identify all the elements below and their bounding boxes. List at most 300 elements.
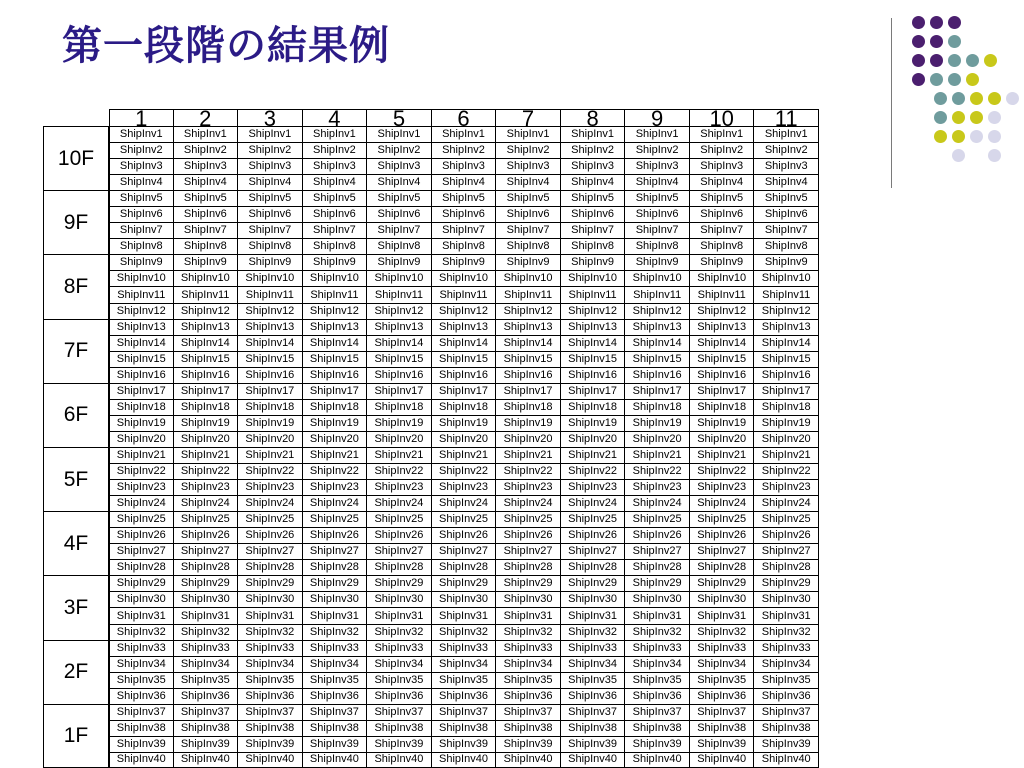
table-cell: ShipInv30 [109,591,174,607]
column-header: 3 [238,109,303,126]
table-cell: ShipInv30 [367,591,432,607]
table-cell: ShipInv6 [496,206,561,222]
table-cell: ShipInv39 [561,736,626,752]
decorative-dot [912,16,925,29]
table-cell: ShipInv7 [690,222,755,238]
table-cell: ShipInv7 [367,222,432,238]
decorative-dot [948,54,961,67]
table-cell: ShipInv9 [303,254,368,270]
table-cell: ShipInv31 [432,607,497,623]
column-header: 2 [174,109,239,126]
table-cell: ShipInv30 [303,591,368,607]
table-cell: ShipInv4 [496,174,561,190]
table-cell: ShipInv11 [109,286,174,302]
decorative-dot [912,35,925,48]
decorative-dot [948,16,961,29]
table-cell: ShipInv22 [496,463,561,479]
table-cell: ShipInv25 [496,511,561,527]
table-cell: ShipInv7 [174,222,239,238]
table-cell: ShipInv24 [496,495,561,511]
table-cell: ShipInv10 [303,270,368,286]
table-cell: ShipInv13 [432,319,497,335]
table-cell: ShipInv36 [561,688,626,704]
decorative-dot [948,35,961,48]
table-cell: ShipInv35 [625,672,690,688]
table-cell: ShipInv23 [432,479,497,495]
table-cell: ShipInv1 [174,126,239,142]
decorative-dot [912,73,925,86]
floor-label: 1F [43,704,109,768]
table-cell: ShipInv15 [625,351,690,367]
table-cell: ShipInv16 [432,367,497,383]
decorative-dot [948,73,961,86]
table-cell: ShipInv31 [754,607,819,623]
table-cell: ShipInv40 [238,752,303,768]
table-cell: ShipInv14 [561,335,626,351]
table-cell: ShipInv32 [754,624,819,640]
table-cell: ShipInv26 [496,527,561,543]
table-cell: ShipInv8 [690,238,755,254]
table-cell: ShipInv37 [367,704,432,720]
table-cell: ShipInv22 [432,463,497,479]
table-cell: ShipInv34 [174,656,239,672]
table-cell: ShipInv34 [625,656,690,672]
table-cell: ShipInv20 [754,431,819,447]
table-cell: ShipInv5 [561,190,626,206]
table-cell: ShipInv14 [367,335,432,351]
table-cell: ShipInv10 [238,270,303,286]
decorative-dot [952,92,965,105]
floor-label: 5F [43,447,109,511]
table-cell: ShipInv6 [367,206,432,222]
table-cell: ShipInv39 [496,736,561,752]
table-cell: ShipInv14 [625,335,690,351]
table-cell: ShipInv7 [561,222,626,238]
decorative-dot [912,54,925,67]
table-cell: ShipInv26 [303,527,368,543]
table-cell: ShipInv18 [690,399,755,415]
table-cell: ShipInv10 [109,270,174,286]
table-cell: ShipInv3 [432,158,497,174]
table-cell: ShipInv40 [432,752,497,768]
table-cell: ShipInv27 [561,543,626,559]
table-cell: ShipInv9 [238,254,303,270]
table-cell: ShipInv2 [690,142,755,158]
table-cell: ShipInv21 [625,447,690,463]
table-cell: ShipInv25 [109,511,174,527]
table-cell: ShipInv29 [496,575,561,591]
table-cell: ShipInv40 [303,752,368,768]
table-cell: ShipInv27 [690,543,755,559]
table-cell: ShipInv20 [690,431,755,447]
table-cell: ShipInv25 [238,511,303,527]
table-cell: ShipInv23 [561,479,626,495]
table-cell: ShipInv18 [303,399,368,415]
table-cell: ShipInv8 [303,238,368,254]
table-cell: ShipInv11 [754,286,819,302]
table-cell: ShipInv36 [303,688,368,704]
decorative-dot [952,149,965,162]
table-cell: ShipInv24 [109,495,174,511]
table-cell: ShipInv27 [496,543,561,559]
table-cell: ShipInv26 [238,527,303,543]
table-cell: ShipInv1 [432,126,497,142]
table-cell: ShipInv1 [303,126,368,142]
page-title: 第一段階の結果例 [62,23,390,69]
table-cell: ShipInv18 [754,399,819,415]
table-cell: ShipInv8 [367,238,432,254]
table-cell: ShipInv22 [303,463,368,479]
table-cell: ShipInv27 [432,543,497,559]
decorative-dot [970,92,983,105]
table-cell: ShipInv21 [303,447,368,463]
table-cell: ShipInv17 [754,383,819,399]
table-cell: ShipInv16 [625,367,690,383]
table-cell: ShipInv19 [754,415,819,431]
table-cell: ShipInv21 [561,447,626,463]
table-cell: ShipInv9 [109,254,174,270]
table-cell: ShipInv22 [238,463,303,479]
table-cell: ShipInv32 [432,624,497,640]
table-cell: ShipInv29 [432,575,497,591]
table-cell: ShipInv28 [109,559,174,575]
table-cell: ShipInv28 [561,559,626,575]
table-cell: ShipInv32 [174,624,239,640]
table-cell: ShipInv35 [174,672,239,688]
table-cell: ShipInv1 [367,126,432,142]
table-cell: ShipInv10 [174,270,239,286]
table-cell: ShipInv5 [496,190,561,206]
table-cell: ShipInv38 [561,720,626,736]
table-cell: ShipInv15 [367,351,432,367]
table-cell: ShipInv23 [109,479,174,495]
table-cell: ShipInv18 [367,399,432,415]
decorative-dot [966,54,979,67]
table-cell: ShipInv37 [174,704,239,720]
table-cell: ShipInv17 [432,383,497,399]
table-cell: ShipInv33 [303,640,368,656]
table-cell: ShipInv40 [109,752,174,768]
table-cell: ShipInv15 [690,351,755,367]
table-cell: ShipInv22 [754,463,819,479]
table-cell: ShipInv40 [174,752,239,768]
decorative-dot [988,149,1001,162]
table-cell: ShipInv16 [367,367,432,383]
table-cell: ShipInv24 [238,495,303,511]
table-cell: ShipInv17 [367,383,432,399]
table-cell: ShipInv1 [496,126,561,142]
table-cell: ShipInv38 [109,720,174,736]
table-cell: ShipInv29 [303,575,368,591]
table-cell: ShipInv18 [109,399,174,415]
decorative-dot [930,73,943,86]
decorative-dot [988,111,1001,124]
table-cell: ShipInv8 [496,238,561,254]
table-cell: ShipInv39 [367,736,432,752]
column-header: 10 [690,109,755,126]
table-cell: ShipInv13 [496,319,561,335]
table-cell: ShipInv39 [109,736,174,752]
table-cell: ShipInv7 [303,222,368,238]
table-cell: ShipInv30 [625,591,690,607]
table-cell: ShipInv9 [561,254,626,270]
table-cell: ShipInv18 [625,399,690,415]
table-cell: ShipInv3 [238,158,303,174]
table-cell: ShipInv1 [561,126,626,142]
table-cell: ShipInv1 [238,126,303,142]
table-cell: ShipInv27 [303,543,368,559]
table-cell: ShipInv35 [303,672,368,688]
table-cell: ShipInv29 [754,575,819,591]
table-cell: ShipInv26 [174,527,239,543]
table-cell: ShipInv5 [174,190,239,206]
table-cell: ShipInv37 [561,704,626,720]
floor-label: 2F [43,640,109,704]
table-cell: ShipInv22 [561,463,626,479]
table-cell: ShipInv21 [238,447,303,463]
table-cell: ShipInv15 [303,351,368,367]
table-cell: ShipInv13 [754,319,819,335]
decorative-dot [988,92,1001,105]
table-cell: ShipInv35 [109,672,174,688]
table-cell: ShipInv36 [496,688,561,704]
result-table [43,109,819,768]
table-cell: ShipInv2 [625,142,690,158]
table-cell: ShipInv10 [561,270,626,286]
table-cell: ShipInv14 [496,335,561,351]
table-cell: ShipInv8 [754,238,819,254]
table-cell: ShipInv19 [561,415,626,431]
table-cell: ShipInv10 [625,270,690,286]
decorative-dot [952,130,965,143]
table-cell: ShipInv23 [238,479,303,495]
table-cell: ShipInv19 [303,415,368,431]
table-cell: ShipInv12 [303,303,368,319]
table-cell: ShipInv9 [367,254,432,270]
table-cell: ShipInv20 [432,431,497,447]
table-cell: ShipInv11 [496,286,561,302]
table-cell: ShipInv17 [561,383,626,399]
table-cell: ShipInv29 [238,575,303,591]
table-cell: ShipInv38 [690,720,755,736]
table-cell: ShipInv4 [303,174,368,190]
table-cell: ShipInv30 [174,591,239,607]
floor-label: 7F [43,319,109,383]
table-cell: ShipInv2 [303,142,368,158]
table-cell: ShipInv26 [690,527,755,543]
table-cell: ShipInv27 [754,543,819,559]
table-cell: ShipInv34 [690,656,755,672]
table-cell: ShipInv25 [754,511,819,527]
table-cell: ShipInv16 [109,367,174,383]
table-cell: ShipInv14 [238,335,303,351]
table-cell: ShipInv16 [303,367,368,383]
table-cell: ShipInv19 [174,415,239,431]
table-cell: ShipInv33 [754,640,819,656]
table-cell: ShipInv32 [496,624,561,640]
table-cell: ShipInv6 [238,206,303,222]
table-cell: ShipInv2 [238,142,303,158]
table-cell: ShipInv16 [561,367,626,383]
table-cell: ShipInv21 [754,447,819,463]
table-cell: ShipInv23 [303,479,368,495]
table-cell: ShipInv5 [625,190,690,206]
table-cell: ShipInv30 [238,591,303,607]
table-cell: ShipInv31 [238,607,303,623]
table-cell: ShipInv15 [238,351,303,367]
column-header: 11 [754,109,819,126]
table-cell: ShipInv25 [561,511,626,527]
table-cell: ShipInv10 [496,270,561,286]
table-cell: ShipInv20 [561,431,626,447]
table-cell: ShipInv3 [496,158,561,174]
table-cell: ShipInv24 [174,495,239,511]
table-cell: ShipInv29 [109,575,174,591]
table-cell: ShipInv3 [625,158,690,174]
table-cell: ShipInv36 [109,688,174,704]
table-cell: ShipInv7 [432,222,497,238]
table-cell: ShipInv9 [754,254,819,270]
table-cell: ShipInv17 [109,383,174,399]
table-cell: ShipInv32 [367,624,432,640]
table-cell: ShipInv23 [367,479,432,495]
table-cell: ShipInv6 [174,206,239,222]
table-cell: ShipInv34 [432,656,497,672]
table-cell: ShipInv15 [432,351,497,367]
table-cell: ShipInv37 [754,704,819,720]
table-cell: ShipInv13 [238,319,303,335]
table-cell: ShipInv15 [174,351,239,367]
table-cell: ShipInv25 [303,511,368,527]
table-cell: ShipInv16 [174,367,239,383]
table-cell: ShipInv19 [109,415,174,431]
table-cell: ShipInv7 [625,222,690,238]
table-cell: ShipInv26 [109,527,174,543]
table-cell: ShipInv23 [625,479,690,495]
table-cell: ShipInv10 [432,270,497,286]
table-cell: ShipInv5 [303,190,368,206]
table-cell: ShipInv7 [754,222,819,238]
table-cell: ShipInv11 [174,286,239,302]
table-cell: ShipInv21 [109,447,174,463]
table-cell: ShipInv22 [174,463,239,479]
table-cell: ShipInv1 [625,126,690,142]
table-cell: ShipInv7 [496,222,561,238]
table-cell: ShipInv33 [367,640,432,656]
table-cell: ShipInv2 [561,142,626,158]
table-cell: ShipInv34 [754,656,819,672]
table-cell: ShipInv36 [174,688,239,704]
table-cell: ShipInv38 [625,720,690,736]
table-cell: ShipInv12 [367,303,432,319]
table-cell: ShipInv4 [432,174,497,190]
divider-line [891,18,892,188]
table-cell: ShipInv11 [690,286,755,302]
table-cell: ShipInv5 [367,190,432,206]
table-cell: ShipInv23 [754,479,819,495]
table-cell: ShipInv28 [754,559,819,575]
table-cell: ShipInv38 [496,720,561,736]
table-cell: ShipInv35 [690,672,755,688]
table-cell: ShipInv27 [238,543,303,559]
table-cell: ShipInv37 [238,704,303,720]
table-cell: ShipInv38 [432,720,497,736]
table-cell: ShipInv11 [625,286,690,302]
table-cell: ShipInv28 [496,559,561,575]
table-cell: ShipInv27 [109,543,174,559]
table-cell: ShipInv9 [690,254,755,270]
table-cell: ShipInv33 [625,640,690,656]
decorative-dot [988,130,1001,143]
decorative-dot [930,16,943,29]
table-cell: ShipInv13 [109,319,174,335]
table-cell: ShipInv10 [367,270,432,286]
decorative-dot [966,73,979,86]
table-cell: ShipInv20 [238,431,303,447]
table-cell: ShipInv25 [625,511,690,527]
column-header: 1 [109,109,174,126]
table-cell: ShipInv4 [109,174,174,190]
table-cell: ShipInv12 [754,303,819,319]
floor-label: 8F [43,254,109,318]
table-corner [43,109,109,126]
table-cell: ShipInv34 [109,656,174,672]
table-cell: ShipInv36 [754,688,819,704]
table-cell: ShipInv24 [432,495,497,511]
column-header: 5 [367,109,432,126]
table-cell: ShipInv13 [625,319,690,335]
table-cell: ShipInv19 [367,415,432,431]
table-cell: ShipInv39 [754,736,819,752]
table-cell: ShipInv28 [238,559,303,575]
table-cell: ShipInv1 [690,126,755,142]
table-cell: ShipInv8 [432,238,497,254]
table-cell: ShipInv19 [238,415,303,431]
table-cell: ShipInv4 [367,174,432,190]
table-cell: ShipInv35 [367,672,432,688]
table-cell: ShipInv31 [690,607,755,623]
table-cell: ShipInv16 [238,367,303,383]
table-cell: ShipInv32 [561,624,626,640]
table-cell: ShipInv5 [690,190,755,206]
decorative-dot [984,54,997,67]
table-cell: ShipInv26 [367,527,432,543]
table-cell: ShipInv11 [238,286,303,302]
table-cell: ShipInv13 [561,319,626,335]
table-cell: ShipInv35 [432,672,497,688]
table-cell: ShipInv40 [496,752,561,768]
table-cell: ShipInv3 [367,158,432,174]
table-cell: ShipInv28 [367,559,432,575]
table-cell: ShipInv16 [690,367,755,383]
table-cell: ShipInv31 [561,607,626,623]
table-cell: ShipInv1 [109,126,174,142]
table-cell: ShipInv2 [496,142,561,158]
floor-label: 3F [43,575,109,639]
table-cell: ShipInv14 [690,335,755,351]
table-cell: ShipInv12 [625,303,690,319]
table-cell: ShipInv23 [690,479,755,495]
floor-label: 10F [43,126,109,190]
table-cell: ShipInv39 [625,736,690,752]
table-cell: ShipInv2 [109,142,174,158]
table-cell: ShipInv35 [561,672,626,688]
table-cell: ShipInv23 [174,479,239,495]
table-cell: ShipInv20 [109,431,174,447]
table-cell: ShipInv14 [754,335,819,351]
table-cell: ShipInv31 [367,607,432,623]
table-cell: ShipInv5 [754,190,819,206]
